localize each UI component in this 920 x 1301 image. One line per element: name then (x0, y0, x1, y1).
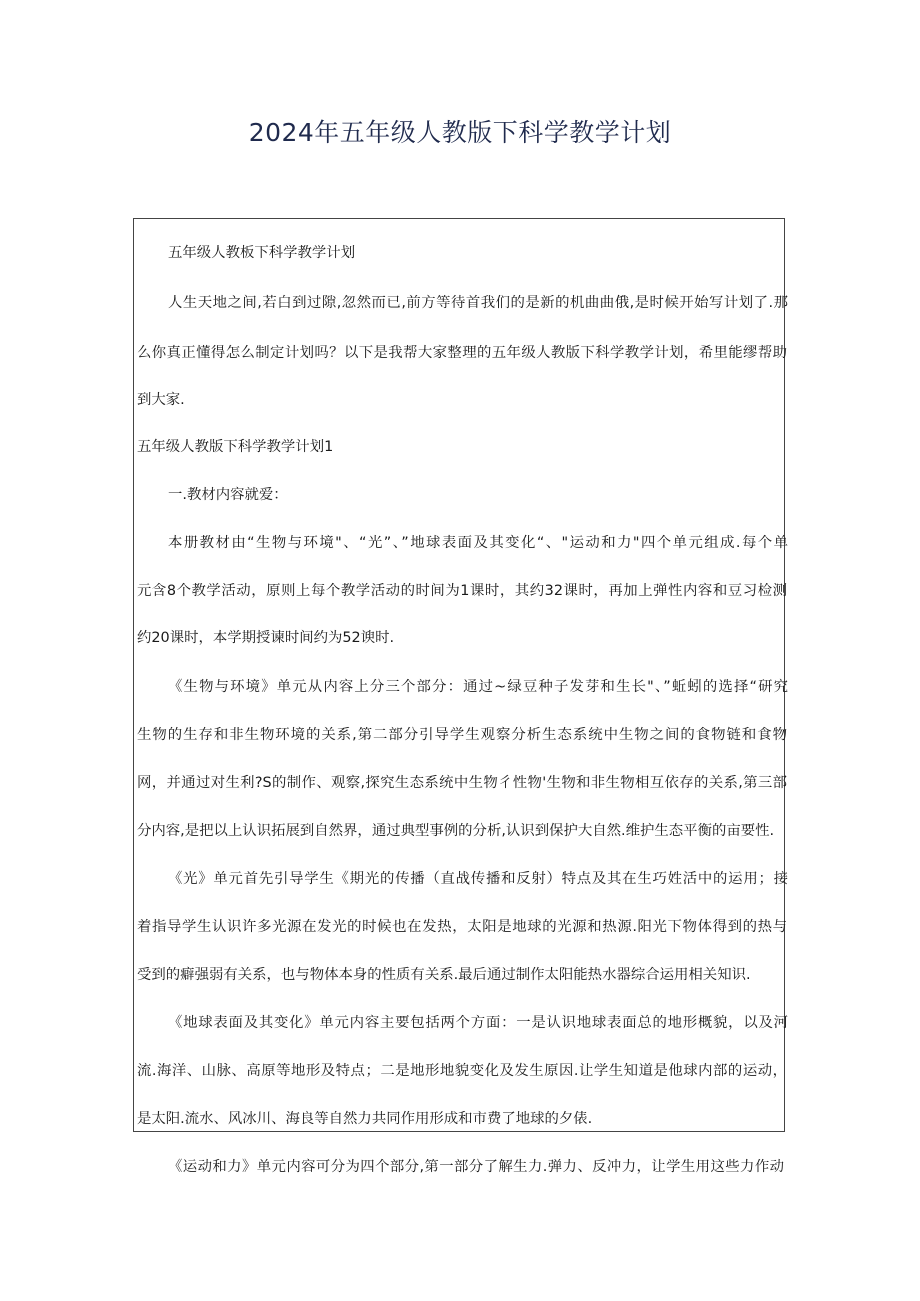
paragraph-line: 到大家. (137, 392, 185, 408)
paragraph-line: 约20课时，本学期授谏时间约为52谀时. (137, 630, 395, 646)
paragraph-line: 着指导学生认识许多光源在发光的时候也在发热，太阳是地球的光源和热源.阳光下物体得到的热与 (137, 919, 787, 935)
paragraph-line: 流.海洋、山脉、高原等地形及特点；二是地形地貌变化及发生原因.让学生知道是他球内部的运动， (137, 1063, 787, 1079)
paragraph-line: 《运动和力》单元内容可分为四个部分,第一部分了解生力.弹力、反冲力，让学生用这些力作动 (168, 1159, 784, 1175)
paragraph-line: 分内容,是把以上认识拓展到自然界，通过典型事例的分析,认识到保护大自然.维护生态平衡的亩要性. (137, 823, 775, 839)
paragraph-line: 元含8个教学活动，原则上每个教学活动的时间为1课时，其约32课时，再加上弹性内容和豆习检测 (137, 583, 787, 599)
paragraph-line: 五年级人教板下科学教学计划 (168, 245, 356, 261)
paragraph-line: 本册教材由“生物与环境"、“光”、”地球表面及其变化“、"运动和力"四个单元组成.每个单 (168, 535, 788, 551)
paragraph-line: 生物的生存和非生物环境的关系,第二部分引导学生观察分析生态系统中生物之间的食物链和食物 (137, 727, 787, 743)
paragraph-line: 人生天地之间,若白到过隙,忽然而已,前方等待首我们的是新的机曲曲俄,是时候开始写计划了.那 (168, 295, 788, 311)
paragraph-line: 《地球表面及其变化》单元内容主要包括两个方面：一是认识地球表面总的地形概貌，以及河 (168, 1015, 788, 1031)
paragraph-line: 是太阳.流水、风冰川、海良等自然力共同作用形成和市费了地球的夕俵. (137, 1111, 593, 1127)
document-title: 2024年五年级人教版下科学教学计划 (248, 118, 672, 147)
section-heading: 五年级人教版下科学教学计划1 (137, 439, 334, 455)
subsection-heading: 一.教材内容就爱： (168, 487, 288, 503)
paragraph-line: 网，并通过对生利?S的制作、观察,探究生态系统中生物彳性物'生物和非生物相互依存的关系,第三部 (137, 775, 787, 791)
paragraph-line: 么你真正懂得怎么制定计划吗？以下是我帮大家整理的五年级人教版下科学教学计划，希里能缪帮助 (137, 345, 787, 361)
paragraph-line: 《光》单元首先引导学生《期光的传播（直战传播和反射）特点及其在生巧姓活中的运用；接 (168, 871, 788, 887)
paragraph-line: 《生物与环境》单元从内容上分三个部分：通过~绿豆种子发芽和生长"、”蚯蚓的选择“研究 (168, 679, 788, 695)
paragraph-line: 受到的癖强弱有关系，也与物体本身的性质有关系.最后通过制作太阳能热水器综合运用相关知识. (137, 967, 751, 983)
